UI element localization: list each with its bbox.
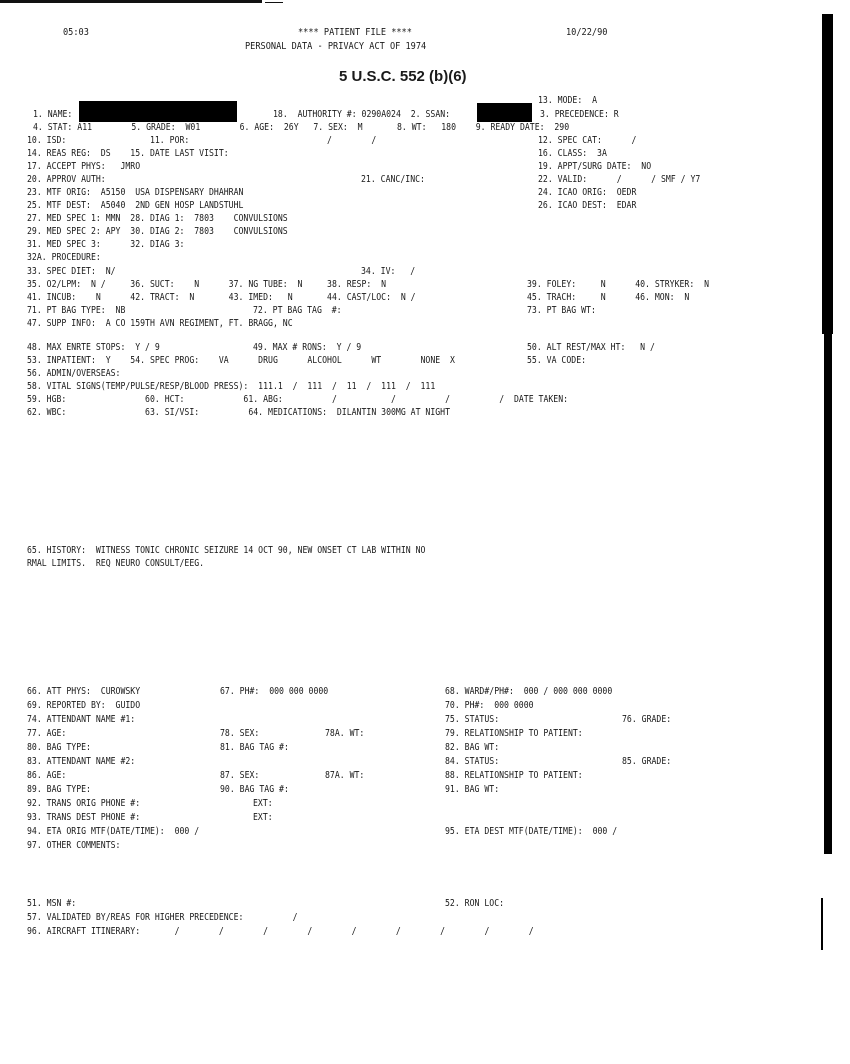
field-sex-2: 87. SEX: xyxy=(220,770,260,781)
row-isd-por: 10. ISD: 11. POR: / / xyxy=(27,135,377,146)
row-trach-mon: 45. TRACH: N 46. MON: N xyxy=(527,292,690,303)
redacted-ssan xyxy=(477,103,532,122)
field-va-code: 55. VA CODE: xyxy=(527,355,587,366)
field-valid: 22. VALID: / / SMF / Y7 xyxy=(538,174,701,185)
file-title: **** PATIENT FILE **** xyxy=(298,27,412,38)
right-edge-scan-bar-2 xyxy=(824,334,832,854)
field-trans-dest-ext: EXT: xyxy=(253,812,273,823)
field-relationship-2: 88. RELATIONSHIP TO PATIENT: xyxy=(445,770,583,781)
field-icao-dest: 26. ICAO DEST: EDAR xyxy=(538,200,637,211)
field-attendant-2: 83. ATTENDANT NAME #2: xyxy=(27,756,136,767)
field-bag-wt-1: 82. BAG WT: xyxy=(445,742,500,753)
field-precedence: 3. PRECEDENCE: R xyxy=(540,109,619,120)
field-sex-1: 78. SEX: xyxy=(220,728,260,739)
field-history-cont: RMAL LIMITS. REQ NEURO CONSULT/EEG. xyxy=(27,558,205,569)
field-accept-phys: 17. ACCEPT PHYS: JMRO xyxy=(27,161,141,172)
field-pt-bag-wt: 73. PT BAG WT: xyxy=(527,305,596,316)
field-aircraft-itinerary: 96. AIRCRAFT ITINERARY: / / / / / / / / / xyxy=(27,926,534,937)
row-med-spec-3: 31. MED SPEC 3: 32. DIAG 3: xyxy=(27,239,185,250)
field-icao-orig: 24. ICAO ORIG: OEDR xyxy=(538,187,637,198)
field-attendant-1: 74. ATTENDANT NAME #1: xyxy=(27,714,136,725)
field-reported-by: 69. REPORTED BY: GUIDO xyxy=(27,700,141,711)
top-edge-bar xyxy=(0,0,262,3)
field-eta-orig: 94. ETA ORIG MTF(DATE/TIME): 000 / xyxy=(27,826,200,837)
field-status-1: 75. STATUS: xyxy=(445,714,500,725)
field-class: 16. CLASS: 3A xyxy=(538,148,607,159)
field-age-1: 77. AGE: xyxy=(27,728,67,739)
field-other-comments: 97. OTHER COMMENTS: xyxy=(27,840,121,851)
field-trans-orig-ext: EXT: xyxy=(253,798,273,809)
row-hgb-hct-abg: 59. HGB: 60. HCT: 61. ABG: / / / / DATE TAKEN: xyxy=(27,394,569,405)
row-stat-grade-age: 4. STAT: A11 5. GRADE: W01 6. AGE: 26Y 7. SEX: M 8. WT: 180 9. READY DATE: 290 xyxy=(33,122,570,133)
field-ron-loc: 52. RON LOC: xyxy=(445,898,505,909)
field-trans-dest-phone: 93. TRANS DEST PHONE #: xyxy=(27,812,141,823)
field-approv-auth: 20. APPROV AUTH: xyxy=(27,174,106,185)
field-bag-wt-2: 91. BAG WT: xyxy=(445,784,500,795)
right-edge-scan-bar xyxy=(822,14,833,334)
field-mtf-orig: 23. MTF ORIG: A5150 USA DISPENSARY DHAHRAN xyxy=(27,187,244,198)
field-att-phys: 66. ATT PHYS: CUROWSKY xyxy=(27,686,141,697)
exemption-stamp: 5 U.S.C. 552 (b)(6) xyxy=(339,68,467,85)
field-reporter-ph: 70. PH#: 000 0000 xyxy=(445,700,534,711)
redacted-name xyxy=(79,101,237,122)
privacy-notice: PERSONAL DATA - PRIVACY ACT OF 1974 xyxy=(245,41,427,52)
field-bag-type-1: 80. BAG TYPE: xyxy=(27,742,91,753)
field-history: 65. HISTORY: WITNESS TONIC CHRONIC SEIZURE 14 OCT 90, NEW ONSET CT LAB WITHIN NO xyxy=(27,545,426,556)
field-name: 1. NAME: xyxy=(33,109,73,120)
field-grade-2: 85. GRADE: xyxy=(622,756,672,767)
field-admin-overseas: 56. ADMIN/OVERSEAS: xyxy=(27,368,121,379)
field-canc-inc: 21. CANC/INC: xyxy=(361,174,425,185)
row-wbc-medications: 62. WBC: 63. SI/VSI: 64. MEDICATIONS: DILANTIN 300MG AT NIGHT xyxy=(27,407,451,418)
field-iv: 34. IV: / xyxy=(361,266,416,277)
field-wt-1: 78A. WT: xyxy=(325,728,365,739)
field-authority-ssan: 18. AUTHORITY #: 0290A024 2. SSAN: xyxy=(273,109,451,120)
field-max-rons: 49. MAX # RONS: Y / 9 xyxy=(253,342,362,353)
field-validated-by: 57. VALIDATED BY/REAS FOR HIGHER PRECEDENCE: / xyxy=(27,912,298,923)
field-pt-bag-tag: 72. PT BAG TAG #: xyxy=(253,305,342,316)
row-med-spec-1: 27. MED SPEC 1: MMN 28. DIAG 1: 7803 CONVULSIONS xyxy=(27,213,288,224)
field-att-ph: 67. PH#: 000 000 0000 xyxy=(220,686,329,697)
field-supp-info: 47. SUPP INFO: A CO 159TH AVN REGIMENT, FT. BRAGG, NC xyxy=(27,318,293,329)
row-o2-suct-resp: 35. O2/LPM: N / 36. SUCT: N 37. NG TUBE: N 38. RESP: N xyxy=(27,279,387,290)
field-grade-1: 76. GRADE: xyxy=(622,714,672,725)
top-edge-dash xyxy=(265,2,283,3)
field-relationship-1: 79. RELATIONSHIP TO PATIENT: xyxy=(445,728,583,739)
field-trans-orig-phone: 92. TRANS ORIG PHONE #: xyxy=(27,798,141,809)
field-procedure: 32A. PROCEDURE: xyxy=(27,252,101,263)
print-time: 05:03 xyxy=(63,27,89,38)
row-med-spec-2: 29. MED SPEC 2: APY 30. DIAG 2: 7803 CONVULSIONS xyxy=(27,226,288,237)
field-msn: 51. MSN #: xyxy=(27,898,77,909)
field-max-enrte-stops: 48. MAX ENRTE STOPS: Y / 9 xyxy=(27,342,160,353)
field-bag-type-2: 89. BAG TYPE: xyxy=(27,784,91,795)
print-date: 10/22/90 xyxy=(566,27,608,38)
right-edge-scan-mark xyxy=(821,898,823,950)
field-mtf-dest: 25. MTF DEST: A5040 2ND GEN HOSP LANDSTUHL xyxy=(27,200,244,211)
field-bag-tag-2: 90. BAG TAG #: xyxy=(220,784,289,795)
row-reas-reg: 14. REAS REG: DS 15. DATE LAST VISIT: xyxy=(27,148,229,159)
field-ward-ph: 68. WARD#/PH#: 000 / 000 000 0000 xyxy=(445,686,613,697)
field-age-2: 86. AGE: xyxy=(27,770,67,781)
field-wt-2: 87A. WT: xyxy=(325,770,365,781)
field-vital-signs: 58. VITAL SIGNS(TEMP/PULSE/RESP/BLOOD PRESS): 111.1 / 111 / 11 / 111 / 111 xyxy=(27,381,436,392)
field-appt-surg-date: 19. APPT/SURG DATE: NO xyxy=(538,161,652,172)
row-inpatient-spec-prog: 53. INPATIENT: Y 54. SPEC PROG: VA DRUG ALCOHOL WT NONE X xyxy=(27,355,455,366)
field-mode: 13. MODE: A xyxy=(538,95,598,106)
field-pt-bag-type: 71. PT BAG TYPE: NB xyxy=(27,305,126,316)
row-incub-tract: 41. INCUB: N 42. TRACT: N 43. IMED: N 44. CAST/LOC: N / xyxy=(27,292,416,303)
field-bag-tag-1: 81. BAG TAG #: xyxy=(220,742,289,753)
field-eta-dest: 95. ETA DEST MTF(DATE/TIME): 000 / xyxy=(445,826,618,837)
row-foley-stryker: 39. FOLEY: N 40. STRYKER: N xyxy=(527,279,709,290)
field-spec-cat: 12. SPEC CAT: / xyxy=(538,135,637,146)
field-spec-diet: 33. SPEC DIET: N/ xyxy=(27,266,116,277)
field-status-2: 84. STATUS: xyxy=(445,756,500,767)
field-alt-rest: 50. ALT REST/MAX HT: N / xyxy=(527,342,655,353)
